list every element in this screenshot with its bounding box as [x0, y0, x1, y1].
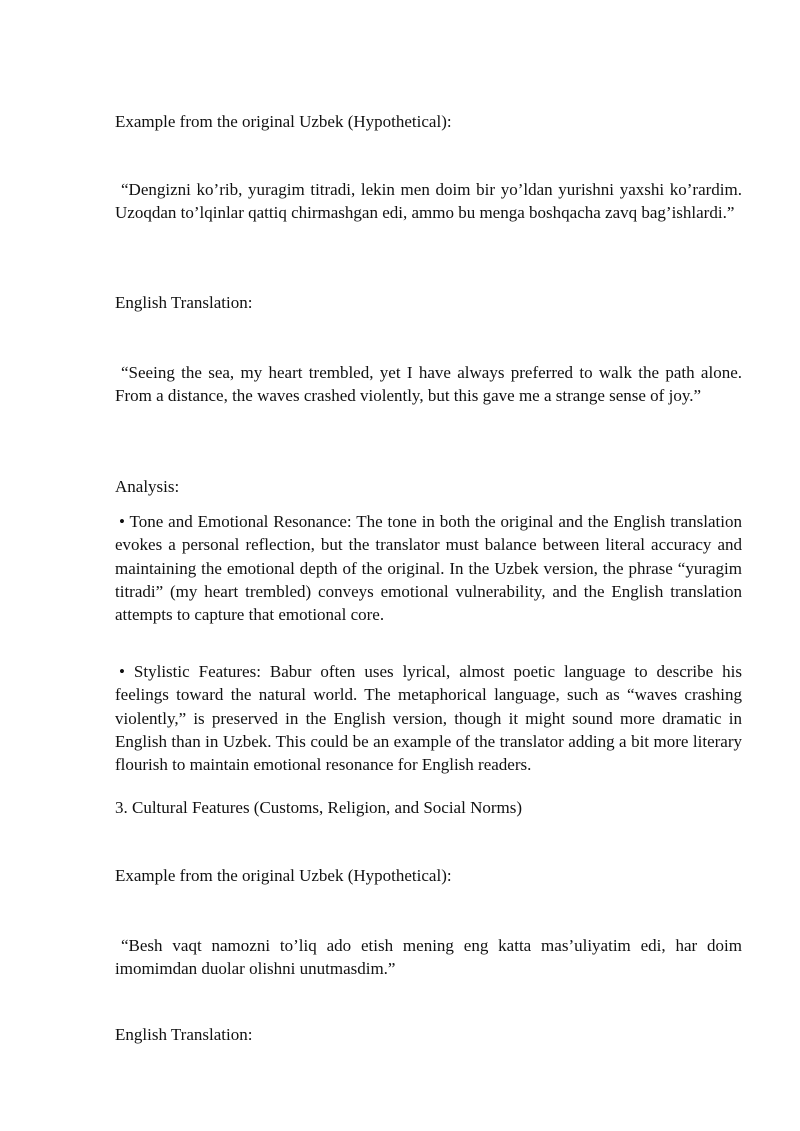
translation-heading-2: English Translation: [115, 1025, 253, 1044]
example-heading: Example from the original Uzbek (Hypothetical): [115, 112, 452, 131]
uzbek-quote: “Dengizni ko’rib, yuragim titradi, lekin men doim bir yo’ldan yurishni yaxshi ko’rardim. Uzoqdan to’lqinlar qattiq chirmashgan edi, ammo bu menga boshqacha zavq bag’ishlardi.” [115, 180, 742, 223]
english-quote: “Seeing the sea, my heart trembled, yet I have always preferred to walk the path alone. From a distance, the waves crashed violently, but this gave me a strange sense of joy.” [115, 363, 742, 406]
section-title: 3. Cultural Features (Customs, Religion, and Social Norms) [115, 798, 523, 817]
analysis-heading: Analysis: [115, 477, 180, 496]
analysis-bullet-tone: • Tone and Emotional Resonance: The tone in both the original and the English translation evokes a personal reflection, but the translator must balance between literal accuracy and maintaining the emotional depth of the original. In the Uzbek version, the phrase “yuragim titradi” (my heart trembled) conveys emotional vulnerability, and the English translation attempts to capture that emotional core. [115, 512, 742, 625]
uzbek-quote-2: “Besh vaqt namozni to’liq ado etish mening eng katta mas’uliyatim edi, har doim imomimdan duolar olishni unutmasdim.” [115, 936, 742, 979]
translation-heading: English Translation: [115, 293, 253, 312]
analysis-bullet-style: • Stylistic Features: Babur often uses lyrical, almost poetic language to describe his feelings toward the natural world. The metaphorical language, such as “waves crashing violently,” is preserved in the English version, though it might sound more dramatic in English than in Uzbek. This could be an example of the translator adding a bit more literary flourish to maintain emotional resonance for English readers. [115, 662, 742, 775]
example-heading-2: Example from the original Uzbek (Hypothetical): [115, 866, 452, 885]
